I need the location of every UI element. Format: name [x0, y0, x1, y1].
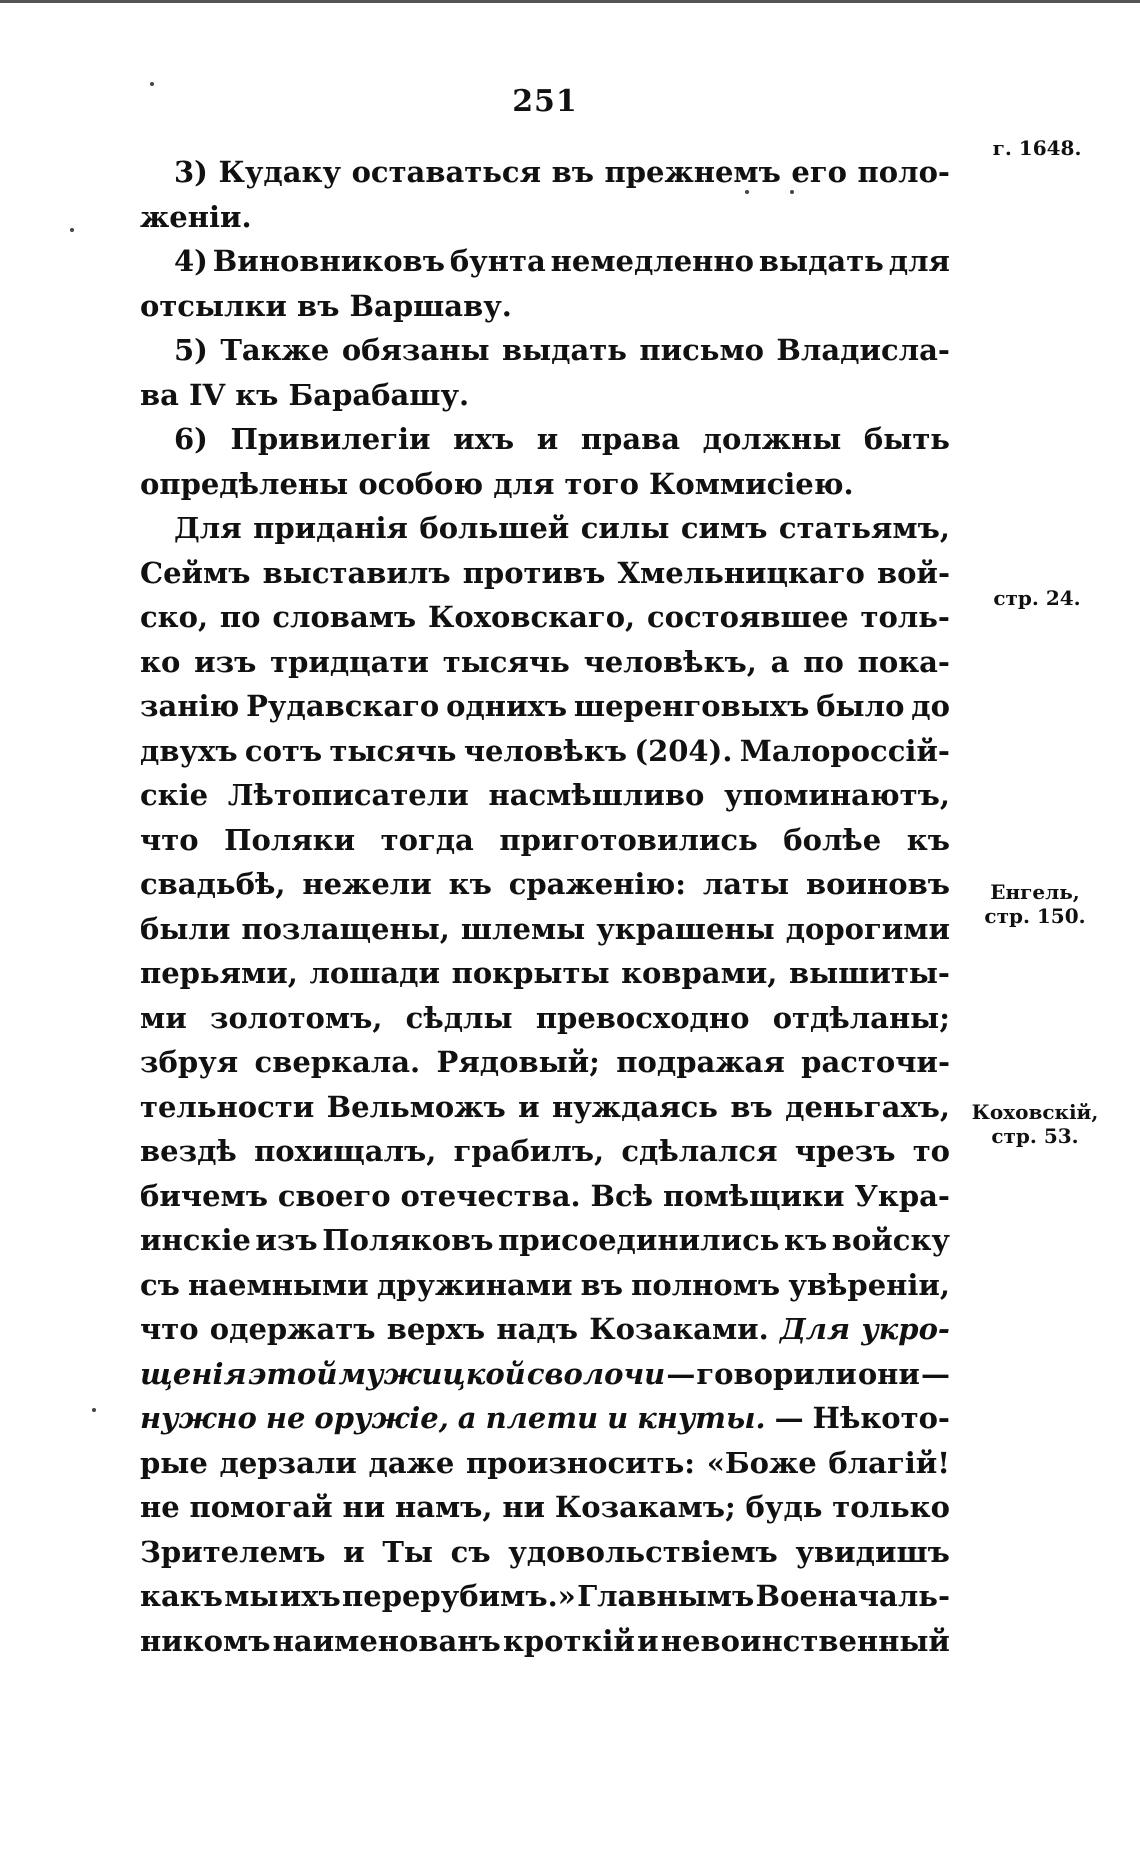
page-top-edge: [0, 0, 1140, 13]
text-word: чрезъ: [794, 1134, 896, 1168]
text-word: сраженію:: [508, 867, 686, 901]
text-word: въ: [730, 1089, 773, 1124]
text-line: [140, 284, 950, 329]
text-word: они: [857, 1356, 920, 1391]
text-line: [140, 862, 950, 907]
text-word: сотъ: [244, 733, 323, 768]
text-line: [140, 551, 950, 596]
text-word: Военачаль-: [755, 1579, 950, 1613]
text-line: [140, 1441, 950, 1486]
text-line: [140, 1040, 950, 1085]
text-word: а: [770, 644, 790, 679]
text-word: воиновъ: [806, 867, 950, 901]
text-word: въ: [551, 155, 594, 189]
text-word: никомъ: [140, 1623, 271, 1658]
text-word: Главнымъ: [577, 1579, 755, 1613]
text-word: золотомъ,: [209, 1000, 383, 1035]
print-speck: [150, 82, 154, 86]
text-word: съ: [450, 1534, 491, 1569]
text-word: а: [457, 1401, 477, 1435]
text-word: надъ: [496, 1312, 578, 1346]
text-word: для: [493, 466, 565, 501]
text-word: было: [816, 689, 905, 723]
text-word: деньгахъ,: [785, 1089, 950, 1124]
page-number: 251: [512, 84, 578, 119]
text-word: къ: [235, 377, 289, 412]
print-speck: [745, 190, 749, 194]
text-word: одержатъ: [209, 1312, 376, 1346]
text-word: Козаками.: [589, 1312, 769, 1346]
text-word: помѣщики: [662, 1178, 845, 1213]
text-line: [140, 1085, 950, 1130]
text-word: Виновниковъ: [212, 244, 445, 278]
text-word: Коммисіею.: [649, 466, 854, 501]
text-word: невоинственный: [660, 1623, 950, 1658]
text-word: говорили: [696, 1356, 857, 1391]
text-word: —: [920, 1356, 950, 1391]
text-word: человѣкъ,: [583, 644, 757, 679]
text-word: человѣкъ: [463, 733, 628, 768]
text-word: Привилегіи: [230, 422, 431, 456]
text-word: намъ,: [394, 1490, 493, 1524]
text-word: Нѣкото-: [812, 1401, 950, 1435]
text-word: благій!: [828, 1445, 950, 1480]
text-line: [140, 1307, 950, 1352]
text-word: насмѣшливо: [488, 778, 705, 812]
text-word: нужно: [140, 1401, 257, 1435]
text-word: письмо: [639, 333, 764, 367]
text-word: 3): [174, 155, 208, 189]
text-word: ихъ: [453, 422, 515, 456]
text-word: —: [774, 1401, 804, 1435]
text-line: [140, 1530, 950, 1575]
text-word: оружіе,: [314, 1401, 449, 1435]
text-word: изъ: [194, 644, 257, 679]
text-word: превосходно: [535, 1000, 750, 1035]
text-word: его: [791, 155, 847, 189]
text-word: этой: [247, 1356, 338, 1391]
text-word: не: [140, 1490, 180, 1524]
text-line: [140, 150, 950, 195]
text-word: 5): [174, 333, 208, 367]
text-word: укро-: [861, 1312, 950, 1346]
text-word: сѣдлы: [405, 1000, 513, 1035]
text-word: ми: [140, 1000, 187, 1035]
text-word: словамъ: [272, 600, 417, 634]
text-line: [140, 1352, 950, 1397]
text-word: Сеймъ: [140, 555, 251, 590]
text-word: упоминаютъ,: [724, 778, 950, 812]
text-word: не: [265, 1401, 306, 1435]
text-word: даже: [368, 1445, 455, 1480]
text-word: какъ: [140, 1579, 223, 1613]
text-word: съ: [140, 1267, 180, 1302]
text-line: [140, 1129, 950, 1174]
text-word: Для: [174, 511, 242, 545]
text-line: [140, 239, 950, 284]
text-word: —: [666, 1356, 696, 1391]
text-line: [140, 1485, 950, 1530]
text-word: что: [140, 1312, 199, 1346]
text-word: бунта: [449, 244, 546, 278]
text-word: Лѣтописатели: [227, 778, 469, 812]
text-word: полномъ: [631, 1267, 781, 1302]
text-word: пока-: [857, 644, 950, 679]
text-word: тогда: [380, 822, 474, 857]
text-word: бичемъ: [140, 1178, 268, 1213]
text-word: збруя: [140, 1045, 239, 1079]
text-word: рые: [140, 1445, 208, 1480]
text-word: латы: [702, 867, 790, 901]
text-word: расточи-: [801, 1045, 950, 1079]
text-word: противъ: [462, 555, 606, 590]
text-word: покрыты: [451, 956, 610, 990]
text-word: мужицкой: [338, 1356, 526, 1391]
text-word: для: [888, 244, 950, 278]
text-word: то: [912, 1134, 950, 1168]
text-line: [140, 328, 950, 373]
text-word: мы: [224, 1579, 279, 1613]
text-word: шеренговыхъ: [573, 689, 810, 723]
text-word: «Боже: [706, 1445, 817, 1480]
text-word: перьями,: [140, 956, 298, 990]
text-word: нежели: [302, 867, 432, 901]
text-word: сволочи: [526, 1356, 666, 1391]
text-word: въ: [580, 1267, 624, 1302]
text-word: толь-: [860, 600, 950, 634]
text-word: Вельможъ: [326, 1089, 506, 1124]
text-word: Поляки: [224, 822, 356, 857]
text-word: изъ: [255, 1223, 318, 1257]
text-word: Также: [220, 333, 330, 367]
text-word: обязаны: [341, 333, 490, 367]
text-word: увидишъ: [795, 1534, 950, 1569]
text-word: скіе: [140, 778, 209, 812]
text-word: Для: [780, 1312, 851, 1346]
print-speck: [790, 190, 794, 194]
text-word: свадьбѣ,: [140, 867, 286, 901]
text-line: [140, 1174, 950, 1219]
text-word: сверкала.: [254, 1045, 421, 1079]
text-word: тельности: [140, 1089, 315, 1124]
text-word: произносить:: [466, 1445, 696, 1480]
text-word: поло-: [857, 155, 950, 189]
text-word: ни: [342, 1490, 386, 1524]
text-line: [140, 996, 950, 1041]
print-speck: [70, 228, 74, 232]
text-word: опредѣлены: [140, 466, 359, 501]
text-word: кнуты.: [637, 1401, 766, 1435]
text-word: будь: [745, 1490, 823, 1524]
text-word: и: [607, 1401, 629, 1435]
text-word: силы: [580, 511, 670, 545]
text-word: большей: [419, 511, 570, 545]
text-word: наименованъ: [272, 1623, 501, 1658]
text-word: 4): [174, 244, 208, 278]
text-word: симъ: [680, 511, 768, 545]
text-word: Ты: [382, 1534, 433, 1569]
text-word: украшены: [596, 911, 775, 946]
text-line: [140, 1218, 950, 1263]
text-word: нуждаясь: [552, 1089, 718, 1124]
text-word: болѣе: [783, 822, 882, 857]
text-word: къ: [906, 822, 950, 857]
text-word: тысячь: [442, 644, 570, 679]
text-word: выдать: [758, 244, 884, 278]
text-word: удовольствіемъ: [508, 1534, 778, 1569]
text-line: [140, 1396, 950, 1441]
text-word: дружинами: [376, 1267, 573, 1302]
text-line: [140, 195, 950, 240]
text-word: до: [911, 689, 950, 723]
text-word: лошади: [309, 956, 441, 990]
text-word: дерзали: [219, 1445, 357, 1480]
text-word: отсылки: [140, 288, 298, 323]
text-word: Зрителемъ: [140, 1534, 326, 1569]
text-line: [140, 1619, 950, 1664]
text-line: [140, 640, 950, 685]
text-word: женіи.: [140, 199, 252, 234]
text-word: подражая: [616, 1045, 785, 1079]
text-word: только: [832, 1490, 950, 1524]
text-word: въ: [297, 288, 350, 323]
text-word: коврами,: [621, 956, 778, 990]
text-word: помогай: [189, 1490, 333, 1524]
text-line: [140, 951, 950, 996]
text-word: тысячь: [329, 733, 457, 768]
text-word: приготовились: [499, 822, 758, 857]
margin-note-page-ref: стр. 24.: [993, 586, 1081, 610]
text-word: (204).: [634, 733, 733, 768]
text-word: Коховскаго,: [428, 600, 636, 634]
text-line: [140, 684, 950, 729]
text-word: Всѣ: [590, 1178, 654, 1213]
text-word: похищалъ,: [254, 1134, 437, 1168]
text-word: Хмельницкаго: [617, 555, 865, 590]
text-word: IV: [189, 377, 236, 412]
text-word: статьямъ,: [778, 511, 950, 545]
text-word: немедленно: [550, 244, 754, 278]
text-word: по: [219, 600, 261, 634]
text-word: войску: [831, 1223, 950, 1257]
text-word: вездѣ: [140, 1134, 237, 1168]
main-text-block: [140, 150, 950, 1663]
text-word: Кудаку: [218, 155, 342, 189]
text-word: быть: [863, 422, 950, 456]
text-line: [140, 417, 950, 462]
text-word: ско,: [140, 600, 209, 634]
text-word: увѣреніи,: [788, 1267, 950, 1302]
text-word: и: [536, 422, 559, 456]
text-word: вышиты-: [788, 956, 950, 990]
text-line: [140, 506, 950, 551]
text-word: и: [343, 1534, 365, 1569]
text-word: шлемы: [460, 911, 586, 946]
text-word: прежнемъ: [604, 155, 781, 189]
text-word: однихъ: [446, 689, 568, 723]
text-word: приданія: [253, 511, 408, 545]
print-speck: [92, 1408, 96, 1412]
text-word: верхъ: [386, 1312, 486, 1346]
text-word: Рудавскаго: [246, 689, 440, 723]
text-line: [140, 373, 950, 418]
text-word: ко: [140, 644, 181, 679]
text-word: Укра-: [854, 1178, 950, 1213]
text-line: [140, 1574, 950, 1619]
text-word: Козакамъ;: [554, 1490, 736, 1524]
text-word: присоединились: [498, 1223, 780, 1257]
text-word: сдѣлался: [621, 1134, 778, 1168]
text-word: Поляковъ: [322, 1223, 494, 1257]
text-word: дорогими: [785, 911, 950, 946]
text-word: состоявшее: [647, 600, 849, 634]
text-word: того: [564, 466, 650, 501]
text-word: отдѣланы;: [772, 1000, 950, 1035]
text-word: что: [140, 822, 199, 857]
text-word: выставилъ: [262, 555, 451, 590]
text-line: [140, 818, 950, 863]
text-word: должны: [702, 422, 842, 456]
text-word: Барабашу.: [288, 377, 470, 412]
text-word: инскіе: [140, 1223, 251, 1257]
margin-note-kokhovsky: Коховскій, стр. 53.: [971, 1100, 1099, 1148]
text-word: по: [803, 644, 844, 679]
text-word: права: [580, 422, 681, 456]
text-word: выдать: [501, 333, 627, 367]
text-word: отечества.: [400, 1178, 581, 1213]
text-word: кроткій: [502, 1623, 635, 1658]
text-word: грабилъ,: [453, 1134, 605, 1168]
text-word: Владисла-: [776, 333, 950, 367]
text-word: занію: [140, 689, 240, 723]
text-word: наемными: [188, 1267, 369, 1302]
margin-note-engel: Енгель, стр. 150.: [984, 880, 1086, 928]
text-word: къ: [784, 1223, 828, 1257]
text-line: [140, 1263, 950, 1308]
text-word: Малороссій-: [739, 733, 950, 768]
text-word: своего: [277, 1178, 391, 1213]
text-line: [140, 729, 950, 774]
text-word: ва: [140, 377, 190, 412]
text-word: двухъ: [140, 733, 238, 768]
text-word: тридцати: [270, 644, 429, 679]
text-word: оставаться: [351, 155, 542, 189]
text-word: вой-: [876, 555, 950, 590]
text-word: и: [518, 1089, 540, 1124]
text-word: особою: [358, 466, 494, 501]
text-word: Варшаву.: [349, 288, 512, 323]
text-line: [140, 462, 950, 507]
text-word: щенія: [140, 1356, 247, 1391]
text-word: позлащены,: [241, 911, 450, 946]
text-word: къ: [448, 867, 492, 901]
text-word: ихъ: [279, 1579, 341, 1613]
text-word: Рядовый;: [436, 1045, 600, 1079]
text-word: ни: [502, 1490, 546, 1524]
text-line: [140, 595, 950, 640]
text-word: и: [637, 1623, 659, 1658]
text-word: плети: [485, 1401, 599, 1435]
text-word: 6): [174, 422, 208, 456]
text-line: [140, 907, 950, 952]
margin-note-year: г. 1648.: [992, 136, 1082, 160]
text-word: были: [140, 911, 231, 946]
text-word: перерубимъ.»: [342, 1579, 576, 1613]
text-line: [140, 773, 950, 818]
